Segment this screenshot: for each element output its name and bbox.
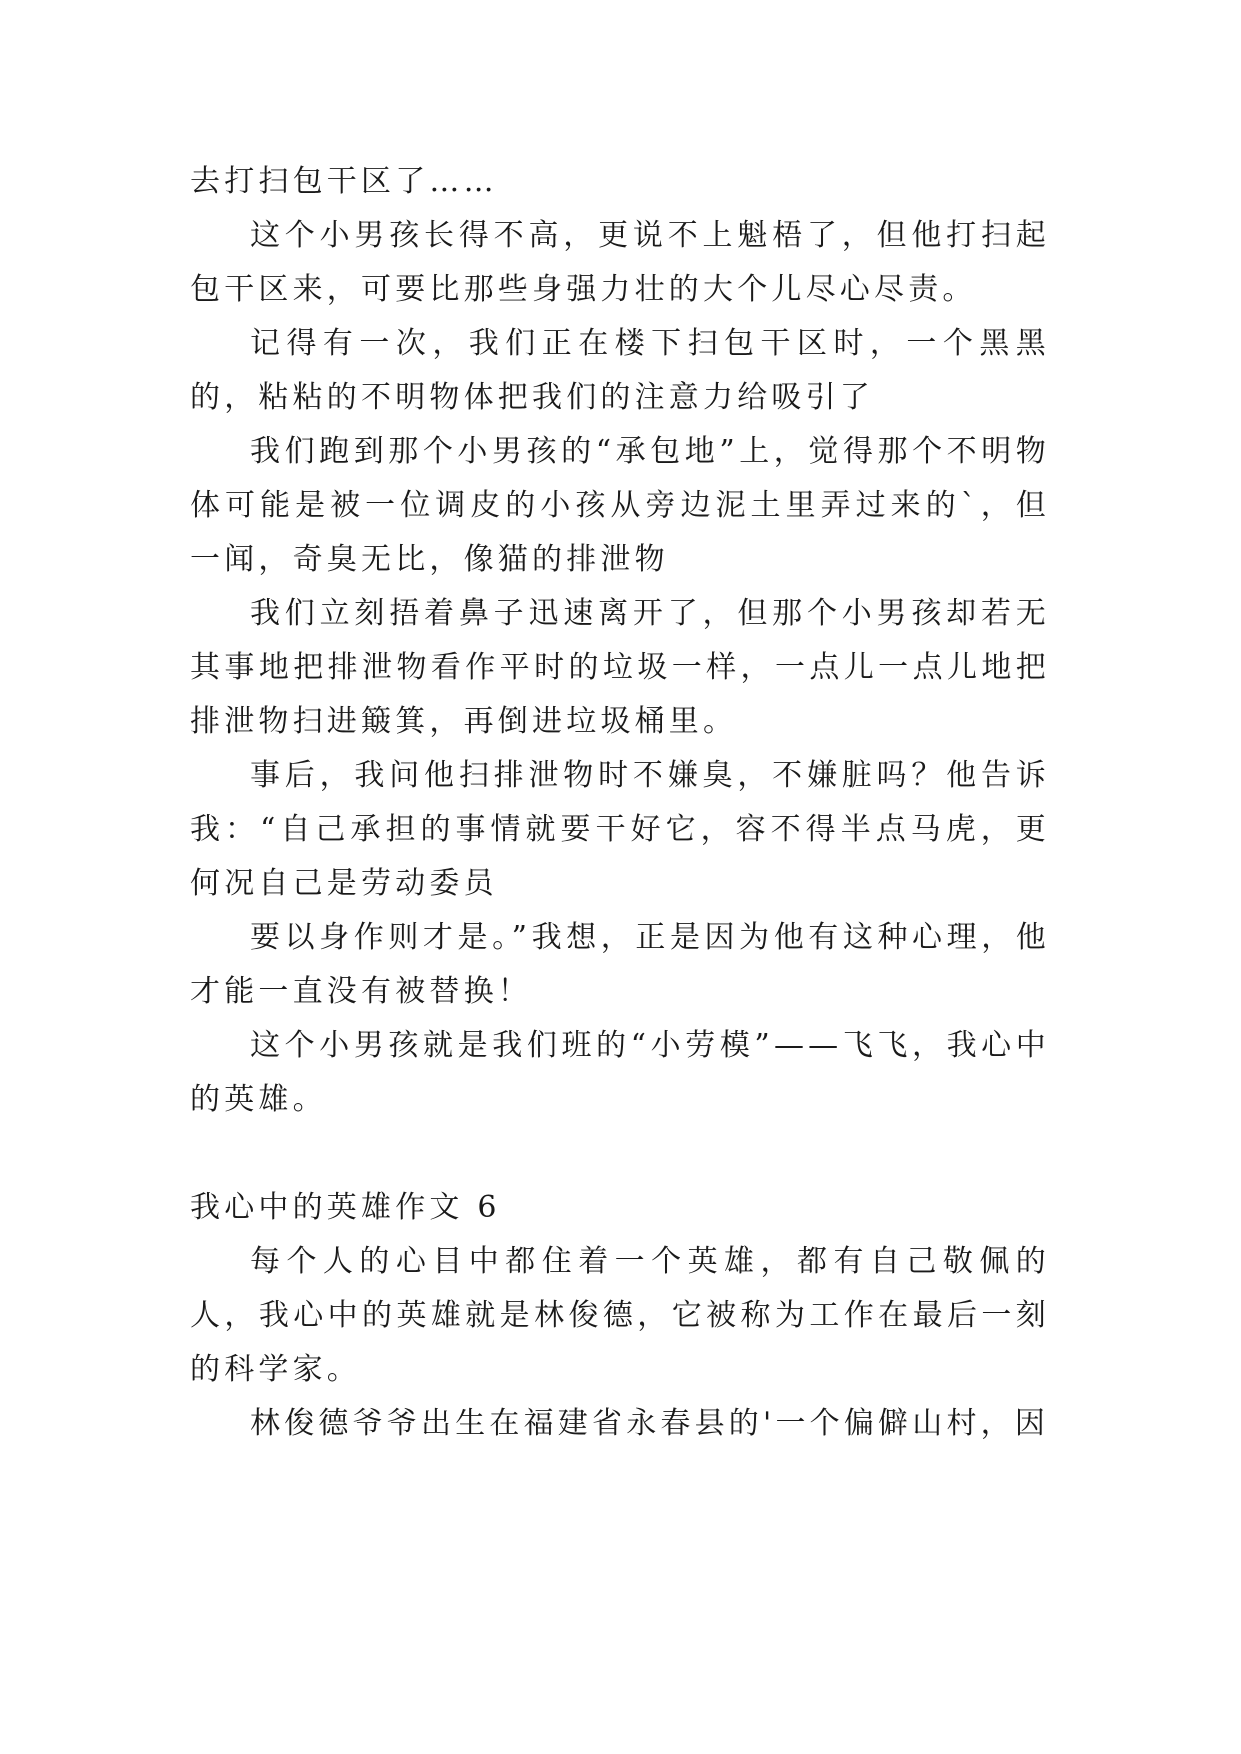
paragraph-cover-nose: 我们立刻捂着鼻子迅速离开了，但那个小男孩却若无其事地把排泄物看作平时的垃圾一样，一点儿一点儿地把排泄物扫进簸箕，再倒进垃圾桶里。 xyxy=(190,596,1050,739)
document-body xyxy=(190,155,1050,1451)
paragraph-remember-once: 记得有一次，我们正在楼下扫包干区时，一个黑黑的，粘粘的不明物体把我们的注意力给吸引了 xyxy=(190,326,1050,415)
paragraph-set-example: 要以身作则才是。”我想，正是因为他有这种心理，他才能一直没有被替换！ xyxy=(190,920,1050,1009)
section-heading: 我心中的英雄作文 6 xyxy=(190,1190,501,1225)
section-gap xyxy=(190,1127,1050,1181)
paragraph-birthplace: 林俊德爷爷出生在福建省永春县的'一个偏僻山村，因 xyxy=(250,1406,1050,1441)
paragraph-continuation: 去打扫包干区了…… xyxy=(190,164,498,199)
paragraph-boy-description: 这个小男孩长得不高，更说不上魁梧了，但他打扫起包干区来，可要比那些身强力壮的大个儿尽心尽责。 xyxy=(190,218,1050,307)
paragraph-hero-intro: 每个人的心目中都住着一个英雄，都有自己敬佩的人，我心中的英雄就是林俊德，它被称为工作在最后一刻的科学家。 xyxy=(190,1244,1050,1387)
paragraph-contract-land: 我们跑到那个小男孩的“承包地”上，觉得那个不明物体可能是被一位调皮的小孩从旁边泥土里弄过来的`，但一闻，奇臭无比，像猫的排泄物 xyxy=(190,434,1050,577)
paragraph-afterwards: 事后，我问他扫排泄物时不嫌臭，不嫌脏吗？他告诉我：“自己承担的事情就要干好它，容不得半点马虎，更何况自己是劳动委员 xyxy=(190,758,1050,901)
paragraph-little-model-worker: 这个小男孩就是我们班的“小劳模”——飞飞，我心中的英雄。 xyxy=(190,1028,1050,1117)
